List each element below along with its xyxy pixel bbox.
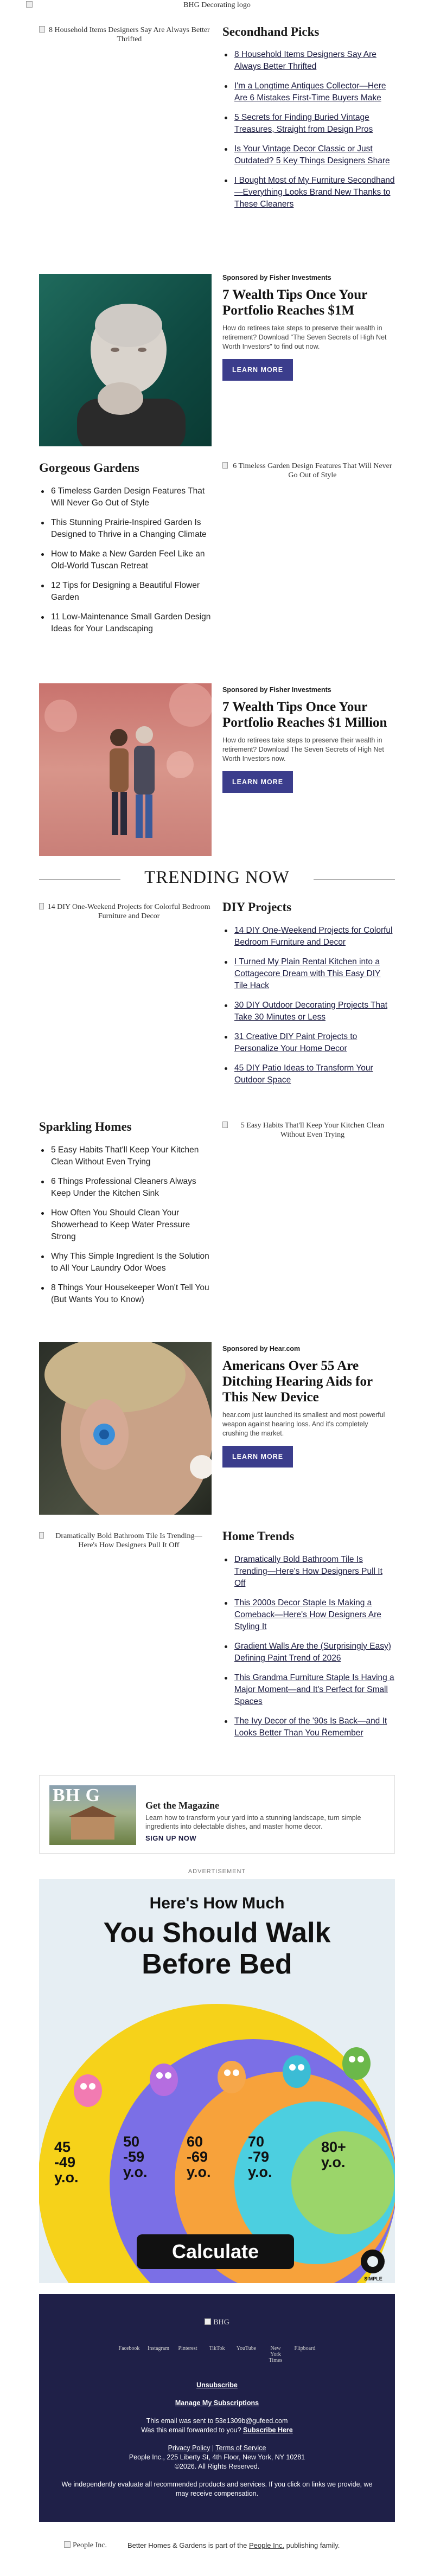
home-trends-image[interactable] [39, 1532, 212, 1554]
list-item[interactable] [39, 548, 212, 572]
diy-list [222, 925, 395, 1094]
magazine-cover[interactable] [49, 1785, 136, 1845]
sponsor-label: Sponsored by Fisher Investments [222, 274, 331, 281]
terms-link[interactable]: Terms of Service [215, 2444, 266, 2452]
people-inc-link[interactable]: People Inc. [249, 2541, 285, 2549]
ad-image-man[interactable] [39, 274, 212, 446]
social-row [39, 2346, 395, 2363]
article-link[interactable]: 45 DIY Patio Ideas to Transform Your Outdoor Space [234, 1063, 373, 1085]
article-link[interactable]: I Turned My Plain Rental Kitchen into a Cottagecore Dream with This Easy DIY Tile Hack [234, 957, 381, 990]
section-title-secondhand: Secondhand Picks [222, 25, 320, 39]
ad-description: How do retirees take steps to preserve their wealth in retirement? Download "The Seven Secrets of High Net Worth Investors" to find out now. [222, 324, 387, 350]
learn-more-button[interactable]: LEARN MORE [222, 771, 293, 793]
pinterest-icon[interactable]: Pinterest [178, 2346, 197, 2351]
man-portrait-illustration [39, 274, 212, 446]
sent-to-text: This email was sent to 53e1309b@gufeed.com [146, 2417, 288, 2425]
subscribe-here-link[interactable]: Subscribe Here [243, 2426, 293, 2434]
trending-label: TRENDING NOW [144, 868, 290, 887]
advert-line-2: You Should Walk [103, 1917, 331, 1949]
image-alt-text: BHG [213, 2318, 229, 2327]
article-link[interactable]: 8 Things Your Housekeeper Won't Tell You (But Wants You to Know) [51, 1283, 209, 1304]
article-link[interactable]: This Stunning Prairie-Inspired Garden Is Designed to Thrive in a Changing Climate [51, 518, 207, 539]
article-link[interactable]: 5 Secrets for Finding Buried Vintage Treasures, Straight from Design Pros [234, 113, 373, 134]
home-trends-list [222, 1554, 395, 1747]
divider-line [314, 879, 395, 880]
sparkling-image[interactable] [222, 1122, 395, 1143]
article-link[interactable]: 30 DIY Outdoor Decorating Projects That Take 30 Minutes or Less [234, 1001, 388, 1022]
list-item[interactable] [39, 580, 212, 604]
article-link[interactable]: 6 Timeless Garden Design Features That Will Never Go Out of Style [51, 486, 205, 508]
list-item[interactable] [39, 1282, 212, 1306]
secondhand-list [222, 49, 395, 218]
roof-shape [69, 1806, 117, 1817]
article-link[interactable]: I'm a Longtime Antiques Collector—Here Are 6 Mistakes First-Time Buyers Make [234, 81, 386, 102]
sponsor-label: Sponsored by Hear.com [222, 1345, 301, 1353]
copyright-text: ©2026. All Rights Reserved. [174, 2463, 260, 2470]
list-item[interactable] [222, 956, 395, 992]
image-alt-text: 8 Household Items Designers Say Are Always Better Thrifted [49, 26, 210, 43]
broken-image-icon [205, 2318, 211, 2325]
advert-brand: SIMPLE [364, 2276, 382, 2282]
broken-image-icon [222, 462, 228, 469]
magazine-desc: Learn how to transform your yard into a stunning landscape, turn simple ingredients into delectable dishes, and master home decor. [145, 1814, 361, 1830]
age-label: 60 -69 y.o. [187, 2133, 211, 2180]
article-link[interactable]: 6 Things Professional Cleaners Always Keep Under the Kitchen Sink [51, 1177, 196, 1198]
list-item[interactable] [222, 49, 395, 73]
article-link[interactable]: 12 Tips for Designing a Beautiful Flower Garden [51, 581, 200, 602]
legal-links [39, 2444, 395, 2453]
image-alt-text: 5 Easy Habits That'll Keep Your Kitchen Clean Without Even Trying [240, 1122, 385, 1139]
article-link[interactable]: Dramatically Bold Bathroom Tile Is Trending—Here's How Designers Pull It Off [234, 1555, 382, 1588]
list-item[interactable] [222, 112, 395, 136]
list-item[interactable] [222, 1554, 395, 1590]
manage-subscriptions-link[interactable]: Manage My Subscriptions [175, 2399, 259, 2407]
forwarded-text: Was this email forwarded to you? [141, 2426, 241, 2434]
learn-more-button[interactable]: LEARN MORE [222, 1446, 293, 1468]
article-link[interactable]: This Grandma Furniture Staple Is Having a Major Moment—and It's Perfect for Small Spaces [234, 1673, 394, 1706]
section-title-sparkling: Sparkling Homes [39, 1120, 132, 1133]
article-link[interactable]: 11 Low-Maintenance Small Garden Design Ideas for Your Landscaping [51, 612, 211, 633]
couple-walking-illustration [39, 683, 212, 856]
list-item[interactable] [222, 80, 395, 104]
section-title-home-trends: Home Trends [222, 1529, 295, 1543]
ad-block-1 [222, 274, 395, 381]
list-item[interactable] [39, 1144, 212, 1168]
ad-title[interactable]: 7 Wealth Tips Once Your Portfolio Reaches $1M [222, 287, 367, 318]
article-link[interactable]: 31 Creative DIY Paint Projects to Personalize Your Home Decor [234, 1032, 358, 1053]
logo-alt-text: BHG Decorating logo [183, 1, 251, 9]
article-link[interactable]: 5 Easy Habits That'll Keep Your Kitchen Clean Without Even Trying [51, 1145, 199, 1167]
advert-line-3: Before Bed [142, 1949, 292, 1980]
ad-title[interactable]: Americans Over 55 Are Ditching Hearing Aids for This New Device [222, 1359, 373, 1405]
image-alt-text: 6 Timeless Garden Design Features That Will Never Go Out of Style [233, 462, 392, 479]
list-item[interactable] [39, 1176, 212, 1200]
ad-image-ear[interactable] [39, 1342, 212, 1515]
article-link[interactable]: The Ivy Decor of the '90s Is Back—and It Looks Better Than You Remember [234, 1716, 387, 1738]
broken-image-icon [39, 903, 44, 909]
tiktok-icon[interactable]: TikTok [209, 2346, 225, 2351]
ad-description: hear.com just launched its smallest and most powerful weapon against hearing loss. And it's completely crushing the market. [222, 1411, 385, 1437]
article-link[interactable]: Is Your Vintage Decor Classic or Just Outdated? 5 Key Things Designers Share [234, 144, 390, 165]
section-title-diy: DIY Projects [222, 900, 292, 914]
sign-up-button[interactable]: SIGN UP NOW [145, 1834, 197, 1842]
list-item[interactable] [39, 485, 212, 509]
publisher-text-end: publishing family. [284, 2541, 340, 2549]
publisher-bar [0, 2533, 434, 2560]
image-alt-text: 14 DIY One-Weekend Projects for Colorful Bedroom Furniture and Decor [47, 903, 210, 920]
ad-block-2 [222, 686, 395, 793]
learn-more-button[interactable]: LEARN MORE [222, 359, 293, 381]
flipboard-icon[interactable]: Flipboard [294, 2346, 316, 2351]
article-link[interactable]: I Bought Most of My Furniture Secondhand—Everything Looks Brand New Thanks to These Cleaners [234, 176, 395, 209]
list-item[interactable] [39, 517, 212, 541]
list-item[interactable] [39, 1251, 212, 1274]
list-item[interactable] [222, 1062, 395, 1086]
header-logo[interactable] [0, 0, 434, 11]
list-item[interactable] [222, 1672, 395, 1708]
magazine-promo [39, 1775, 395, 1854]
image-alt-text: People Inc. [73, 2541, 107, 2549]
privacy-policy-link[interactable]: Privacy Policy [168, 2444, 210, 2452]
gardens-image[interactable] [222, 462, 395, 484]
image-alt-text: Dramatically Bold Bathroom Tile Is Trending—Here's How Designers Pull It Off [55, 1532, 202, 1549]
age-label: 80+ y.o. [321, 2139, 346, 2170]
magazine-title: Get the Magazine [145, 1800, 219, 1811]
article-link[interactable]: How Often You Should Clean Your Showerhead to Keep Water Pressure Strong [51, 1208, 190, 1241]
broken-image-icon [222, 1122, 228, 1128]
magazine-cover-logo: BH G [53, 1785, 101, 1805]
trending-divider [39, 868, 395, 889]
ad-description: How do retirees take steps to preserve their wealth in retirement? Download The Seven Secrets of High Net Worth Investors now. [222, 736, 384, 762]
disclaimer-text: We independently evaluate all recommended products and services. If you click on links we provide, we may receive compensation. [61, 2481, 373, 2497]
age-label: 45 -49 y.o. [54, 2139, 79, 2186]
sponsor-label: Sponsored by Fisher Investments [222, 686, 331, 694]
article-link[interactable]: 14 DIY One-Weekend Projects for Colorful Bedroom Furniture and Decor [234, 926, 393, 947]
people-inc-logo[interactable] [64, 2541, 107, 2551]
address-text: People Inc., 225 Liberty St, 4th Floor, New York, NY 10281 [129, 2453, 305, 2461]
broken-image-icon [39, 1532, 44, 1539]
list-item[interactable] [222, 175, 395, 210]
ear-closeup-illustration [39, 1342, 212, 1515]
footer-logo[interactable] [39, 2318, 395, 2328]
diy-image[interactable] [39, 903, 212, 925]
list-item[interactable] [39, 1207, 212, 1243]
ad-title[interactable]: 7 Wealth Tips Once Your Portfolio Reaches $1 Million [222, 700, 387, 730]
section-title-gardens: Gorgeous Gardens [39, 461, 139, 475]
secondhand-image[interactable] [39, 26, 212, 48]
calculate-button[interactable]: Calculate [137, 2234, 294, 2269]
unsubscribe-link[interactable]: Unsubscribe [196, 2381, 238, 2389]
broken-image-icon [39, 26, 45, 33]
article-link[interactable]: This 2000s Decor Staple Is Making a Comeback—Here's How Designers Are Styling It [234, 1598, 381, 1631]
list-item[interactable] [222, 1641, 395, 1664]
article-link[interactable]: Why This Simple Ingredient Is the Solution to All Your Laundry Odor Woes [51, 1252, 209, 1273]
list-item[interactable] [222, 1715, 395, 1739]
advert-line-1: Here's How Much [149, 1894, 285, 1912]
footer [39, 2294, 395, 2522]
gardens-list [39, 485, 212, 643]
article-link[interactable]: How to Make a New Garden Feel Like an Old-World Tuscan Retreat [51, 549, 205, 571]
nytimes-icon[interactable]: New York Times [269, 2346, 283, 2363]
list-item[interactable] [222, 143, 395, 167]
list-item[interactable] [222, 999, 395, 1023]
broken-image-icon [64, 2541, 71, 2548]
age-label: 70 -79 y.o. [248, 2133, 272, 2180]
advertisement-label: ADVERTISEMENT [188, 1868, 246, 1875]
instagram-icon[interactable]: Instagram [148, 2346, 169, 2351]
list-item[interactable] [39, 611, 212, 635]
publisher-text-start: Better Homes & Gardens is part of the [127, 2541, 249, 2549]
list-item[interactable] [222, 1031, 395, 1055]
youtube-icon[interactable]: YouTube [236, 2346, 257, 2351]
house-shape [71, 1815, 114, 1840]
facebook-icon[interactable]: Facebook [118, 2346, 140, 2351]
article-link[interactable]: Gradient Walls Are the (Surprisingly Easy) Defining Paint Trend of 2026 [234, 1642, 391, 1663]
forwarded-line [39, 2426, 395, 2435]
link-separator: | [210, 2444, 216, 2452]
ad-block-3 [222, 1345, 395, 1468]
sparkling-list [39, 1144, 212, 1313]
list-item[interactable] [222, 925, 395, 949]
walk-advert[interactable] [39, 1879, 395, 2283]
publisher-text [127, 2541, 340, 2549]
article-link[interactable]: 8 Household Items Designers Say Are Always Better Thrifted [234, 50, 376, 71]
list-item[interactable] [222, 1597, 395, 1633]
age-label: 50 -59 y.o. [123, 2133, 148, 2180]
ad-image-couple[interactable] [39, 683, 212, 856]
